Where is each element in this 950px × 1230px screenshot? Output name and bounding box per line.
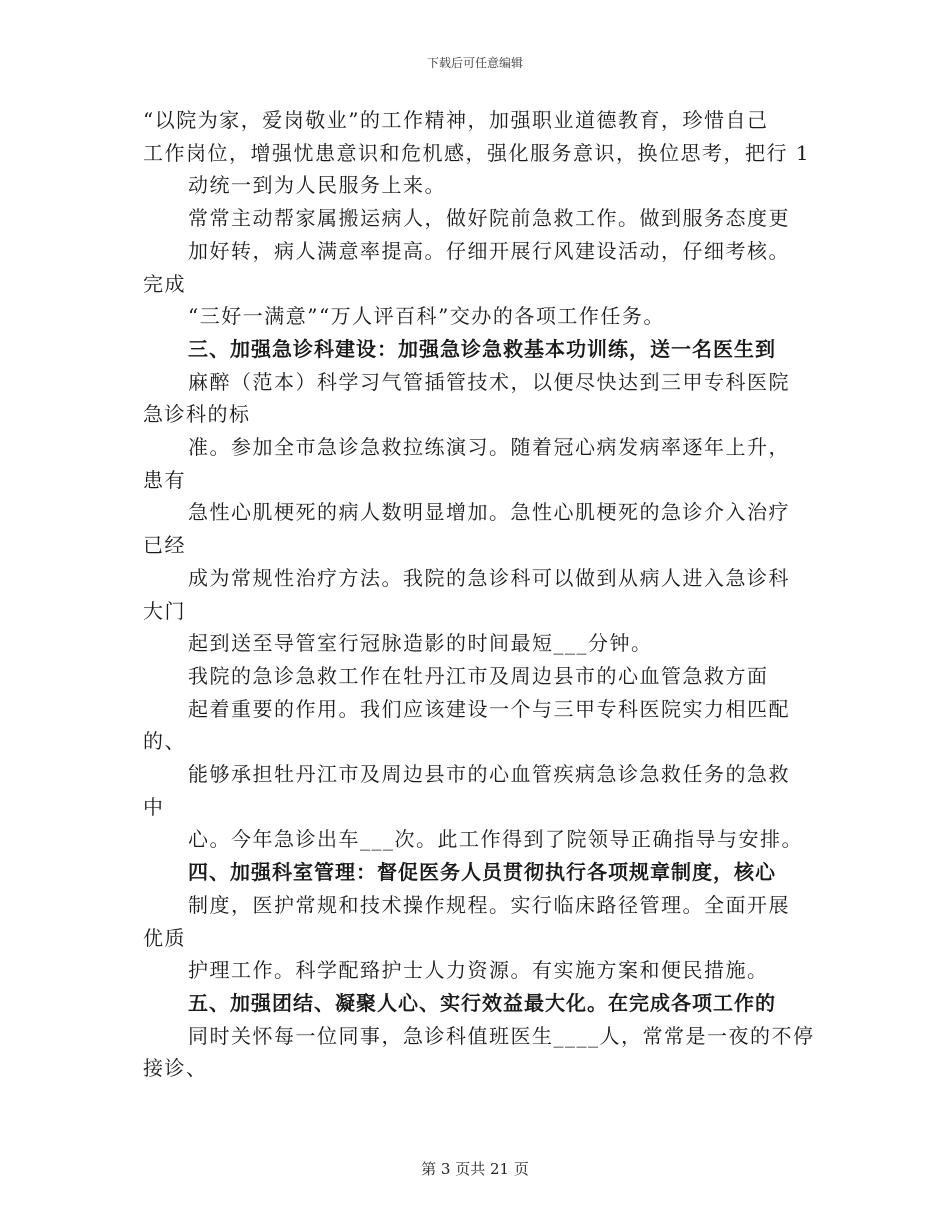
text-line: 完成: [143, 272, 186, 296]
text-line: 护理工作。科学配臵护士人力资源。有实施方案和便民措施。: [188, 958, 769, 982]
text-line: 动统一到为人民服务上来。: [188, 173, 446, 197]
text-line: 急诊科的标: [143, 402, 251, 426]
section-heading-4: 四、加强科室管理：督促医务人员贯彻执行各项规章制度，核心: [188, 860, 776, 884]
text-line: 制度，医护常规和技术操作规程。实行临床路径管理。全面开展: [188, 893, 790, 917]
text-line: 优质: [143, 926, 186, 950]
text-line: 起到送至导管室行冠脉造影的时间最短___分钟。: [188, 631, 653, 655]
text-line: 急性心肌梗死的病人数明显增加。急性心肌梗死的急诊介入治疗: [188, 500, 790, 524]
text-line: 中: [143, 795, 165, 819]
text-line: 能够承担牡丹江市及周边县市的心血管疾病急诊急救任务的急救: [188, 762, 790, 786]
text-line: 接诊、: [143, 1056, 208, 1080]
text-line: 常常主动帮家属搬运病人，做好院前急救工作。做到服务态度更: [188, 206, 790, 230]
text-line: “三好一满意”“万人评百科”交办的各项工作任务。: [188, 304, 665, 328]
section-heading-5: 五、加强团结、凝聚人心、实行效益最大化。在完成各项工作的: [188, 991, 776, 1015]
text-line: 同时关怀每一位同事，急诊科值班医生____人，常常是一夜的不停: [188, 1024, 815, 1048]
text-line: 准。参加全市急诊急救拉练演习。随着冠心病发病率逐年上升，: [188, 435, 790, 459]
text-line: 加好转，病人满意率提高。仔细开展行风建设活动，仔细考核。: [188, 239, 790, 263]
page-header: 下载后可任意编辑: [426, 56, 523, 70]
text-line: 大门: [143, 599, 186, 623]
text-line: “以院为家，爱岗敬业”的工作精神，加强职业道德教育，珍惜自己: [143, 108, 769, 132]
section-heading-3: 三、加强急诊科建设：加强急诊急救基本功训练，送一名医生到: [188, 337, 776, 361]
text-line: 患有: [143, 468, 186, 492]
text-line: 心。今年急诊出车___次。此工作得到了院领导正确指导与安排。: [188, 827, 803, 851]
text-line: 成为常规性治疗方法。我院的急诊科可以做到从病人进入急诊科: [188, 566, 790, 590]
text-line: 工作岗位，增强忧患意识和危机感，强化服务意识，换位思考，把行 1: [143, 141, 811, 165]
page-footer: 第 3 页共 21 页: [421, 1160, 529, 1178]
text-line: 我院的急诊急救工作在牡丹江市及周边县市的心血管急救方面: [188, 664, 769, 688]
text-line: 的、: [143, 729, 186, 753]
text-line: 麻醉（范本）科学习气管插管技术，以便尽快达到三甲专科医院: [188, 370, 790, 394]
text-line: 已经: [143, 533, 186, 557]
text-line: 起着重要的作用。我们应该建设一个与三甲专科医院实力相匹配: [188, 697, 790, 721]
